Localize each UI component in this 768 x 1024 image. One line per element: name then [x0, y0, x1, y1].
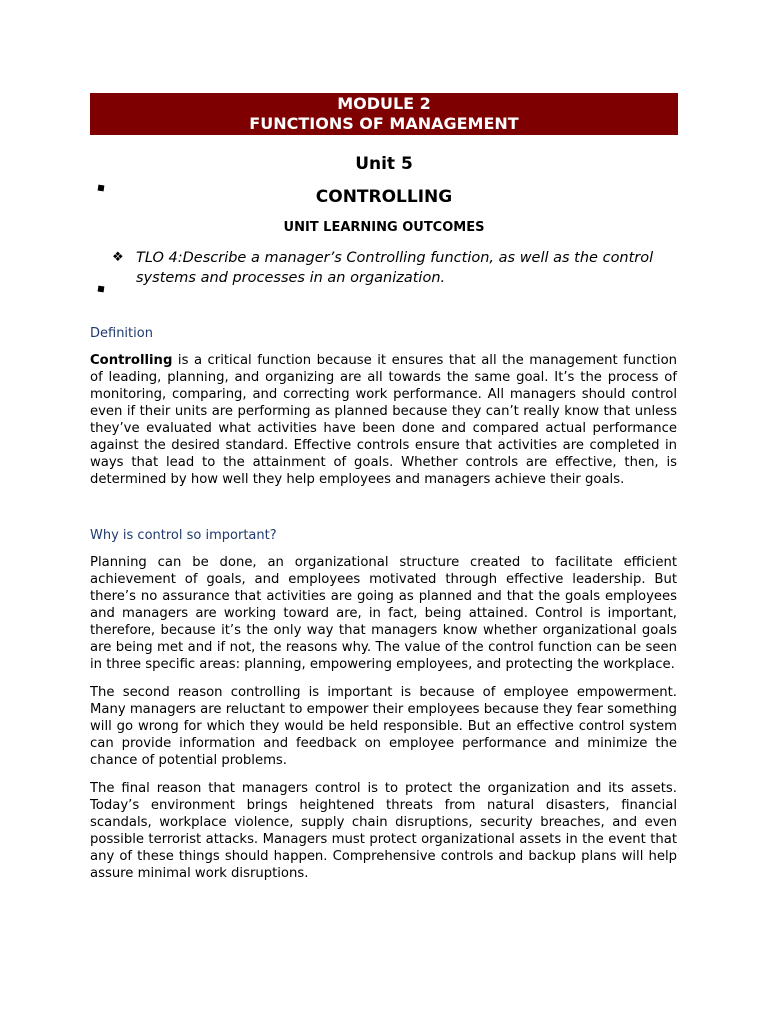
definition-paragraph — [90, 352, 677, 488]
module-banner — [90, 93, 678, 135]
unit-title: CONTROLLING — [315, 187, 453, 207]
unit-number: Unit 5 — [355, 154, 413, 174]
learning-outcome-text: TLO 4:Describe a manager’s Controlling function, as well as the control systems and processes in an organization. — [136, 250, 654, 286]
importance-paragraph: The second reason controlling is important is because of employee empowerment. Many managers are reluctant to empower their employees because they fear something will go wrong for which they would be held responsible. But an effective control system can provide information and feedback on employee performance and minimize the chance of potential problems. — [90, 685, 677, 768]
module-label: MODULE 2 — [337, 94, 431, 113]
definition-body: is a critical function because it ensures that all the management function of leading, planning, and organizing are all towards the same goal. It’s the process of monitoring, comparing, and correcting work performance. All managers should control even if their units are performing as planned because they can’t really know that unless they’ve evaluated what activities have been done and compared actual performance against the desired standard. Effective controls ensure that activities are completed in ways that lead to the attainment of goals. Whether controls are effective, then, is determined by how well they help employees and managers achieve their goals. — [90, 353, 677, 487]
module-title: FUNCTIONS OF MANAGEMENT — [249, 114, 519, 133]
importance-heading: Why is control so important? — [90, 528, 277, 543]
outcomes-heading: UNIT LEARNING OUTCOMES — [283, 220, 485, 235]
importance-paragraph: Planning can be done, an organizational structure created to facilitate efficient achievement of goals, and employees motivated through effective leadership. But there’s no assurance that activities are going as planned and that the goals employees and managers are working toward are, in fact, being attained. Control is important, therefore, because it’s the only way that managers know whether organizational goals are being met and if not, the reasons why. The value of the control function can be seen in three specific areas: planning, empowering employees, and protecting the workplace. — [90, 555, 677, 672]
learning-outcome-item — [112, 248, 682, 288]
definition-heading: Definition — [90, 326, 153, 341]
definition-term: Controlling — [90, 353, 173, 368]
diamond-bullet-icon: ❖ — [112, 250, 124, 265]
importance-paragraph: The final reason that managers control is to protect the organization and its assets. Today’s environment brings heightened threats from natural disasters, financial scandals, workplace violence, supply chain disruptions, security breaches, and even possible terrorist attacks. Managers must protect organizational assets in the event that any of these things should happen. Comprehensive controls and backup plans will help assure minimal work disruptions. — [90, 781, 677, 881]
bullet-mark-icon — [98, 286, 105, 293]
